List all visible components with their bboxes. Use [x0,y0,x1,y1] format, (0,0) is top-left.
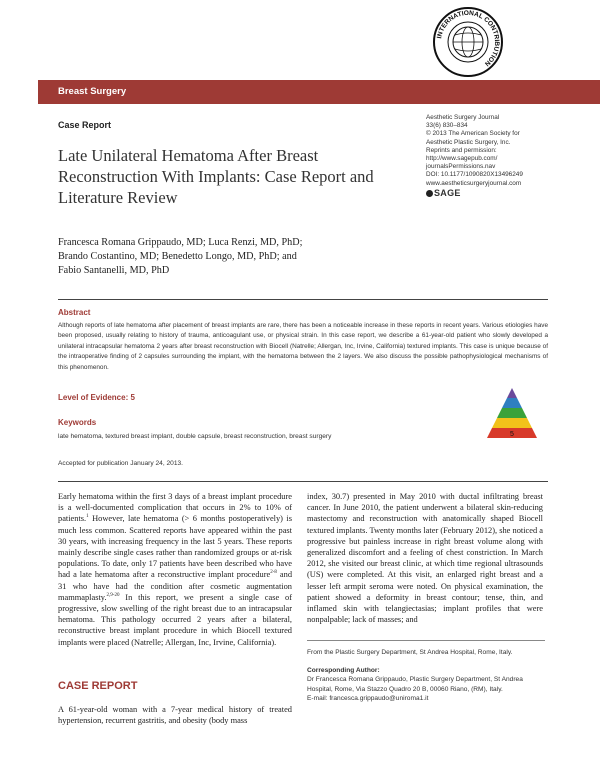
corresponding-email[interactable]: E-mail: francesca.grippaudo@uniroma1.it [307,695,429,703]
case-report-heading: CASE REPORT [58,680,138,692]
abstract-text: Although reports of late hematoma after placement of breast implants are rare, there has been a noticeable increase in these reports in recent years. Various etiologies have been proposed, usually relating to history of trauma, anticoagulant use, or physical strain. In this case report, we describe a 61-year-old patient who slowly developed a unilateral intracapsular hematoma 2 years after breast reconstruction with Biocell (Natrelle; Allergan, Inc, Irvine, California) textured implants. This case is unique because of the intraoperative finding of 2 capsules surrounding the implant, with the hematoma between the 2 layers. We also discuss the possible pathophysiological mechanisms of this phenomenon. [58,322,548,371]
journal-meta-line[interactable]: http://www.sagepub.com/ [426,155,498,163]
intro-text: In this report, we present a single case of progressive, slow swelling of the right breast due to an intracapsular hematoma. This pathology occurred 2 years after a bilateral, reconstructive breast implant procedure in which Biocell textured implants were placed (Natrelle; Allergan, Inc, Irvine, California). [58,592,292,647]
abstract-heading: Abstract [58,308,91,317]
keywords-heading: Keywords [58,418,97,427]
citation: 2,9-20 [106,593,120,599]
article-title: Late Unilateral Hematoma After Breast Reconstruction With Implants: Case Report and Literature Review [58,146,374,207]
author-line: Francesca Romana Grippaudo, MD; Luca Renzi, MD, PhD; [58,237,303,248]
body-text-intro [58,491,292,648]
evidence-pyramid-level: 5 [510,431,514,438]
journal-meta-line: Reprints and permission: [426,146,497,154]
author-line: Fabio Santanelli, MD, PhD [58,265,170,276]
journal-meta-line[interactable]: www.aestheticsurgeryjournal.com [426,179,522,187]
keywords-text: late hematoma, textured breast implant, double capsule, breast reconstruction, breast surgery [58,433,332,440]
citation: 1 [86,514,89,520]
author-list [58,236,398,278]
divider [58,299,548,300]
intro-text: Early hematoma within the first 3 days of a breast implant procedure is a well-documented complication that occurs in 2% to 10% of patients. [58,492,292,524]
corresponding-text: Dr Francesca Romana Grippaudo, Plastic Surgery Department, St Andrea Hospital, Rome, Via Stazzo Quadro 20 B, 00060 Riano, (RM), Italy. [307,676,523,693]
citation: 2-8 [270,570,277,576]
journal-meta-line: © 2013 The American Society for [426,130,520,138]
case-report-text: A 61-year-old woman with a 7-year medical history of treated hypertension, recurrent gastritis, and obesity (body mass [58,705,292,726]
body-text-column-2: index, 30.7) presented in May 2010 with ductal infiltrating breast cancer. In June 2010, the patient underwent a bilateral skin-reducing mastectomy and reconstruction with anatomically shaped Biocell textured implants. Twenty months later (February 2012), she noticed a progressive but painless increase in right breast volume along with generalized discomfort and a feeling of chest constriction. In March 2012, she visited our breast clinic, at which time regional ultrasounds (US) were completed. At this visit, an enlarged right breast and a lesser left armpit seroma were noted. On physical examination, the patient showed a deformity in breast contour; tense, thin, and inflamed skin with telangiectasias; implant profiles that were nonpalpable; lack of masses; and [307,492,543,625]
journal-meta-line: DOI: 10.1177/1090820X13496249 [426,171,523,179]
corresponding-heading: Corresponding Author: [307,666,380,674]
sage-mark-icon [426,190,433,197]
journal-meta-line: 33(6) 830–834 [426,122,468,130]
article-type: Case Report [58,120,112,130]
journal-meta-line: Aesthetic Surgery Journal [426,114,500,121]
section-banner-label: Breast Surgery [58,86,127,97]
footnote [307,648,545,704]
intro-text: and 31 who have had the condition after cosmetic augmentation mammaplasty. [58,570,293,602]
sage-logo [426,189,586,197]
journal-meta-line: Aesthetic Plastic Surgery, Inc. [426,138,511,146]
affiliation: From the Plastic Surgery Department, St Andrea Hospital, Rome, Italy. [307,649,513,656]
evidence-pyramid-icon [482,384,542,444]
journal-meta-line[interactable]: journalsPermissions.nav [426,163,496,171]
section-banner [38,80,600,104]
international-contribution-seal [432,6,504,78]
divider [58,481,548,482]
journal-meta [426,114,586,197]
accepted-date: Accepted for publication January 24, 2013. [58,460,183,467]
svg-text:INTERNATIONAL CONTRIBUTION: INTERNATIONAL CONTRIBUTION [436,9,501,68]
level-of-evidence: Level of Evidence: 5 [58,393,135,402]
publisher-name: SAGE [434,187,461,198]
footnote-divider [307,640,545,641]
intro-text: However, late hematoma (> 6 months postoperatively) is much less common. Scattered reports have appeared within the past 30 years, with increasing frequency in the last 5 years. These reports mainly describe single cases rather than randomized groups or at-risk populations. To date, only 17 patients have been described who have had a late hematoma after a reconstructive implant procedure [58,514,292,580]
author-line: Brando Costantino, MD; Benedetto Longo, MD, PhD; and [58,251,297,262]
